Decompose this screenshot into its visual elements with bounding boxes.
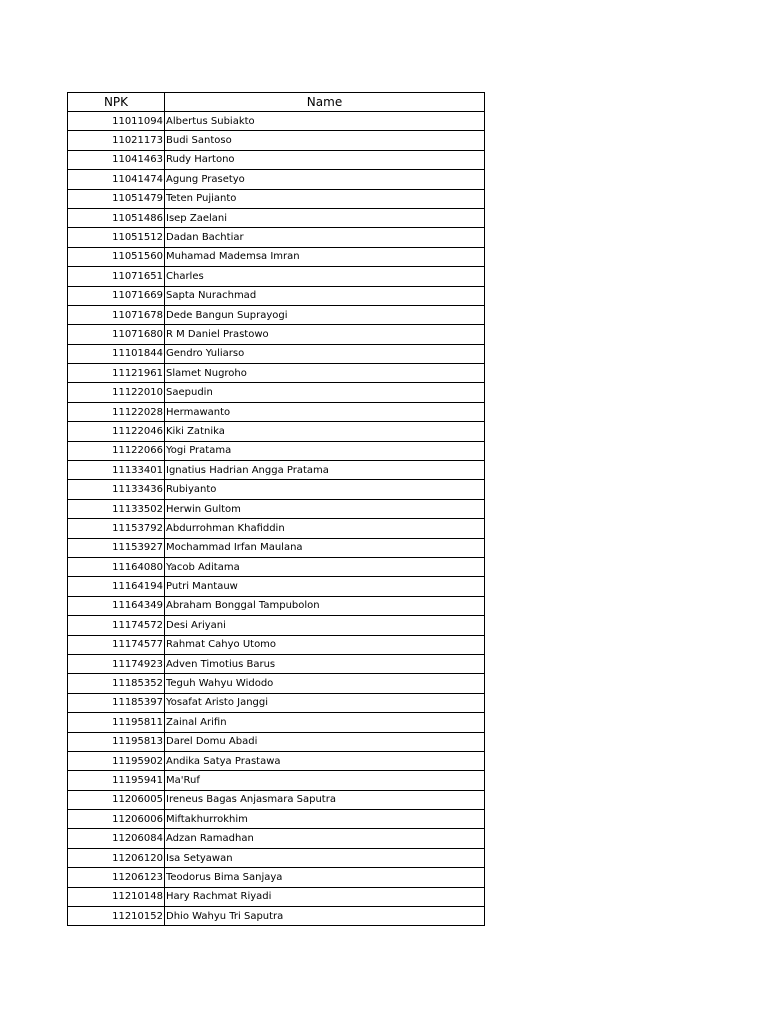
name-cell: Muhamad Mademsa Imran <box>165 247 485 266</box>
table-row <box>68 713 485 732</box>
npk-cell: 11133401 <box>68 461 165 480</box>
name-cell: Zainal Arifin <box>165 713 485 732</box>
name-cell: Yogi Pratama <box>165 441 485 460</box>
name-cell: Teten Pujianto <box>165 189 485 208</box>
table-row <box>68 829 485 848</box>
name-cell: Gendro Yuliarso <box>165 344 485 363</box>
table-row <box>68 751 485 770</box>
table-row <box>68 383 485 402</box>
table-row <box>68 267 485 286</box>
table-row <box>68 364 485 383</box>
name-cell: Hermawanto <box>165 402 485 421</box>
name-cell: Ma'Ruf <box>165 771 485 790</box>
table-row <box>68 848 485 867</box>
table-row <box>68 441 485 460</box>
name-cell: Sapta Nurachmad <box>165 286 485 305</box>
table-row <box>68 112 485 131</box>
npk-cell: 11122066 <box>68 441 165 460</box>
name-cell: Teodorus Bima Sanjaya <box>165 868 485 887</box>
name-cell: Hary Rachmat Riyadi <box>165 887 485 906</box>
npk-cell: 11051486 <box>68 208 165 227</box>
npk-cell: 11195902 <box>68 751 165 770</box>
npk-cell: 11164194 <box>68 577 165 596</box>
npk-cell: 11041463 <box>68 150 165 169</box>
name-cell: Darel Domu Abadi <box>165 732 485 751</box>
npk-cell: 11011094 <box>68 112 165 131</box>
name-cell: Rahmat Cahyo Utomo <box>165 635 485 654</box>
table-row <box>68 422 485 441</box>
name-cell: Adzan Ramadhan <box>165 829 485 848</box>
table-body <box>68 112 485 926</box>
table-row <box>68 596 485 615</box>
name-cell: Mochammad Irfan Maulana <box>165 538 485 557</box>
npk-cell: 11164349 <box>68 596 165 615</box>
name-cell: Dadan Bachtiar <box>165 228 485 247</box>
table-row <box>68 519 485 538</box>
npk-cell: 11051560 <box>68 247 165 266</box>
name-cell: Isa Setyawan <box>165 848 485 867</box>
name-cell: Abdurrohman Khafiddin <box>165 519 485 538</box>
name-cell: Yosafat Aristo Janggi <box>165 693 485 712</box>
table-row <box>68 654 485 673</box>
npk-cell: 11164080 <box>68 557 165 576</box>
npk-cell: 11206120 <box>68 848 165 867</box>
table-row <box>68 577 485 596</box>
npk-cell: 11071669 <box>68 286 165 305</box>
npk-cell: 11195941 <box>68 771 165 790</box>
table-row <box>68 480 485 499</box>
table-row <box>68 344 485 363</box>
name-cell: Andika Satya Prastawa <box>165 751 485 770</box>
table-row <box>68 170 485 189</box>
npk-cell: 11071678 <box>68 305 165 324</box>
npk-column-header: NPK <box>68 93 165 112</box>
npk-cell: 11185397 <box>68 693 165 712</box>
npk-cell: 11206005 <box>68 790 165 809</box>
table-row <box>68 887 485 906</box>
npk-cell: 11206123 <box>68 868 165 887</box>
table-row <box>68 286 485 305</box>
name-cell: Kiki Zatnika <box>165 422 485 441</box>
name-cell: Albertus Subiakto <box>165 112 485 131</box>
name-cell: Teguh Wahyu Widodo <box>165 674 485 693</box>
npk-cell: 11051479 <box>68 189 165 208</box>
name-cell: Adven Timotius Barus <box>165 654 485 673</box>
name-cell: Saepudin <box>165 383 485 402</box>
npk-cell: 11122046 <box>68 422 165 441</box>
npk-cell: 11051512 <box>68 228 165 247</box>
header-row <box>68 93 485 112</box>
npk-cell: 11021173 <box>68 131 165 150</box>
table-row <box>68 790 485 809</box>
name-cell: Dede Bangun Suprayogi <box>165 305 485 324</box>
name-cell: Agung Prasetyo <box>165 170 485 189</box>
table-row <box>68 208 485 227</box>
npk-cell: 11206006 <box>68 810 165 829</box>
npk-cell: 11071651 <box>68 267 165 286</box>
name-cell: Isep Zaelani <box>165 208 485 227</box>
table-row <box>68 538 485 557</box>
table-row <box>68 305 485 324</box>
name-cell: Dhio Wahyu Tri Saputra <box>165 907 485 926</box>
npk-cell: 11174923 <box>68 654 165 673</box>
table-row <box>68 674 485 693</box>
name-cell: Herwin Gultom <box>165 499 485 518</box>
name-cell: Ignatius Hadrian Angga Pratama <box>165 461 485 480</box>
table-row <box>68 325 485 344</box>
npk-cell: 11071680 <box>68 325 165 344</box>
name-cell: Charles <box>165 267 485 286</box>
name-cell: Desi Ariyani <box>165 616 485 635</box>
table-row <box>68 247 485 266</box>
name-cell: Abraham Bonggal Tampubolon <box>165 596 485 615</box>
name-cell: R M Daniel Prastowo <box>165 325 485 344</box>
table-row <box>68 228 485 247</box>
name-cell: Rudy Hartono <box>165 150 485 169</box>
table-row <box>68 907 485 926</box>
name-cell: Rubiyanto <box>165 480 485 499</box>
npk-cell: 11210152 <box>68 907 165 926</box>
table-row <box>68 402 485 421</box>
name-cell: Ireneus Bagas Anjasmara Saputra <box>165 790 485 809</box>
npk-cell: 11133436 <box>68 480 165 499</box>
npk-cell: 11101844 <box>68 344 165 363</box>
table-row <box>68 557 485 576</box>
table-row <box>68 150 485 169</box>
npk-cell: 11133502 <box>68 499 165 518</box>
npk-cell: 11121961 <box>68 364 165 383</box>
npk-cell: 11153927 <box>68 538 165 557</box>
npk-cell: 11041474 <box>68 170 165 189</box>
table-row <box>68 868 485 887</box>
table-row <box>68 810 485 829</box>
npk-cell: 11206084 <box>68 829 165 848</box>
npk-cell: 11185352 <box>68 674 165 693</box>
employee-table <box>67 92 485 926</box>
npk-cell: 11195813 <box>68 732 165 751</box>
name-cell: Miftakhurrokhim <box>165 810 485 829</box>
npk-cell: 11174577 <box>68 635 165 654</box>
table-row <box>68 732 485 751</box>
table-row <box>68 499 485 518</box>
table-row <box>68 461 485 480</box>
npk-cell: 11122010 <box>68 383 165 402</box>
name-cell: Slamet Nugroho <box>165 364 485 383</box>
name-cell: Putri Mantauw <box>165 577 485 596</box>
table-row <box>68 635 485 654</box>
table-row <box>68 616 485 635</box>
table-row <box>68 693 485 712</box>
table-row <box>68 189 485 208</box>
npk-cell: 11153792 <box>68 519 165 538</box>
name-cell: Budi Santoso <box>165 131 485 150</box>
table-row <box>68 771 485 790</box>
npk-cell: 11195811 <box>68 713 165 732</box>
name-column-header: Name <box>165 93 485 112</box>
npk-cell: 11122028 <box>68 402 165 421</box>
npk-cell: 11174572 <box>68 616 165 635</box>
npk-cell: 11210148 <box>68 887 165 906</box>
table-row <box>68 131 485 150</box>
name-cell: Yacob Aditama <box>165 557 485 576</box>
